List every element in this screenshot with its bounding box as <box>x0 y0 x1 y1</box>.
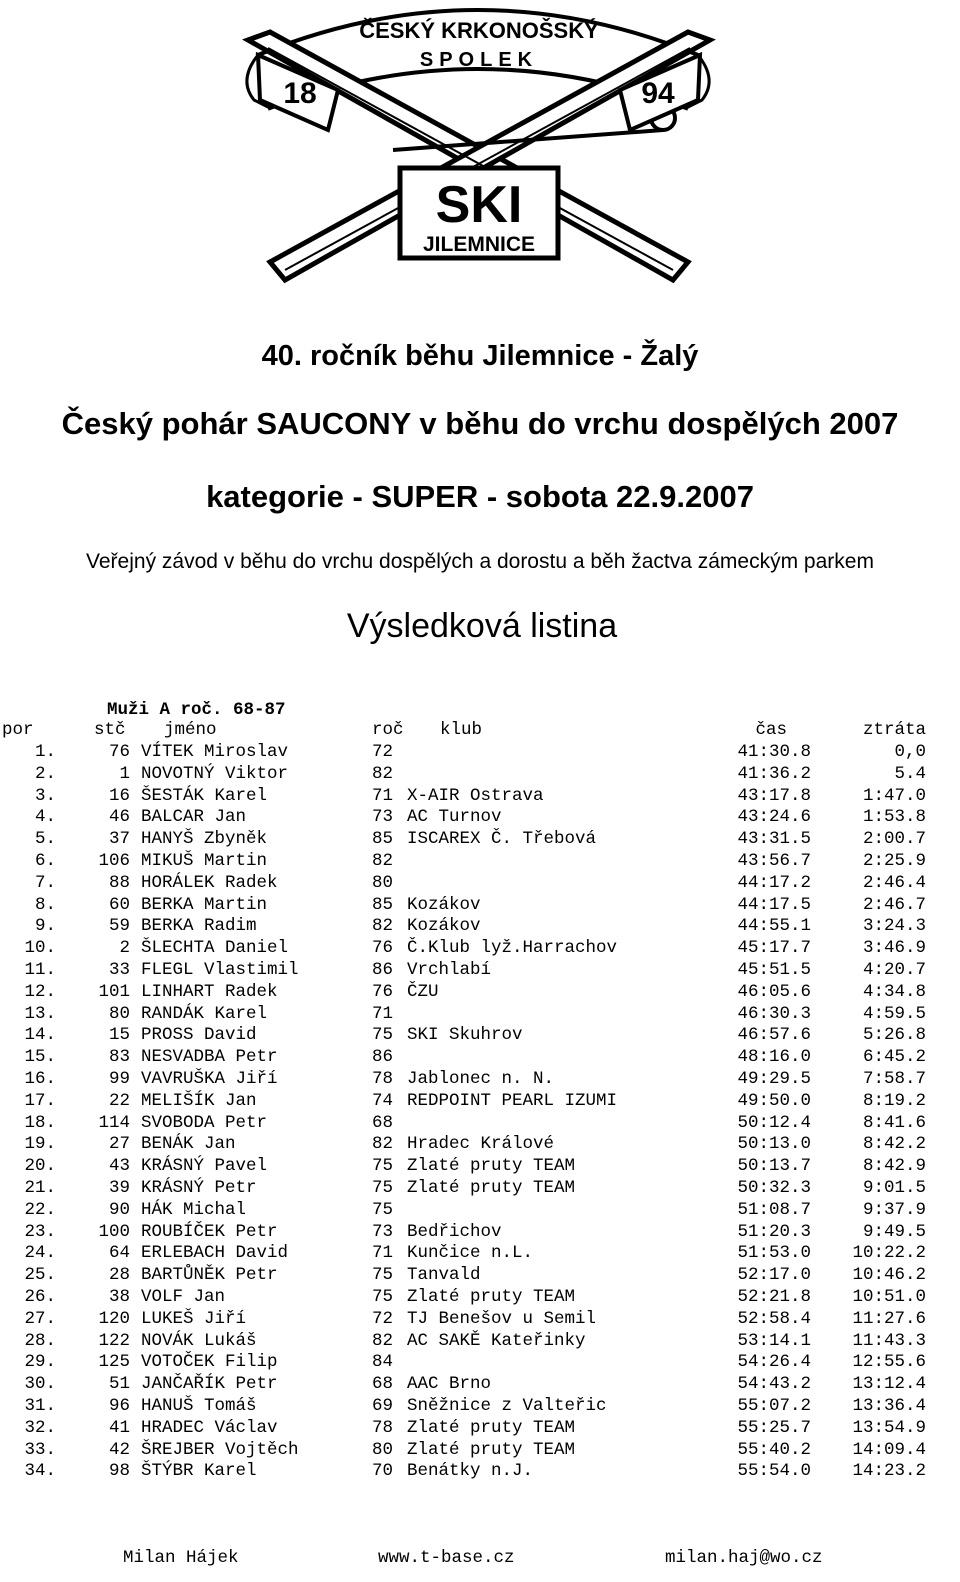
cell-stc: 88 <box>108 872 130 893</box>
cell-loss: 2:25.9 <box>862 851 926 871</box>
cell-por: 13. <box>24 1003 56 1024</box>
cell-club: AAC Brno <box>407 1374 492 1395</box>
cell-time: 44:55.1 <box>737 916 811 937</box>
cell-club: Kunčice n.L. <box>407 1243 534 1264</box>
cell-stc: 106 <box>98 851 130 871</box>
cell-por: 20. <box>24 1156 56 1177</box>
table-row <box>0 873 960 895</box>
table-row <box>0 1178 960 1200</box>
table-row <box>0 1374 960 1396</box>
cell-roc: 69 <box>372 1396 394 1416</box>
cell-time: 50:13.7 <box>737 1156 811 1177</box>
cell-name: MELIŠÍK Jan <box>141 1090 257 1111</box>
cell-time: 54:26.4 <box>737 1352 811 1373</box>
cell-time: 45:51.5 <box>737 960 811 980</box>
cell-club: ISCAREX Č. Třebová <box>407 829 597 850</box>
cell-time: 43:56.7 <box>737 851 811 871</box>
cell-time: 44:17.2 <box>737 872 811 893</box>
cell-time: 41:30.8 <box>737 742 811 762</box>
cell-stc: 33 <box>108 960 130 980</box>
col-roc: roč <box>372 720 404 740</box>
table-row <box>0 1004 960 1026</box>
cell-club: Hradec Králové <box>407 1134 555 1155</box>
cell-por: 23. <box>24 1221 56 1242</box>
subtitle: Veřejný závod v běhu do vrchu dospělých a dorostu a běh žactva zámeckým parkem <box>86 550 874 573</box>
cell-loss: 5:26.8 <box>862 1025 926 1046</box>
table-row <box>0 807 960 829</box>
cell-roc: 71 <box>372 785 394 806</box>
cell-loss: 9:49.5 <box>862 1221 926 1242</box>
cell-stc: 59 <box>108 916 130 937</box>
table-row <box>0 938 960 960</box>
cell-stc: 114 <box>98 1112 130 1133</box>
table-row <box>0 895 960 917</box>
cell-por: 25. <box>24 1265 56 1286</box>
cell-por: 27. <box>24 1308 56 1329</box>
cell-time: 43:31.5 <box>737 829 811 850</box>
cell-stc: 64 <box>108 1243 130 1264</box>
cell-loss: 8:42.9 <box>862 1156 926 1177</box>
footer-author: Milan Hájek <box>123 1548 239 1568</box>
table-row <box>0 1091 960 1113</box>
logo-arc-line1: ČESKÝ KRKONOŠSKÝ <box>359 18 599 43</box>
cell-time: 55:25.7 <box>737 1417 811 1438</box>
cell-loss: 11:27.6 <box>852 1308 926 1329</box>
cell-club: X-AIR Ostrava <box>407 785 544 806</box>
logo-year-right: 94 <box>641 77 675 110</box>
cell-por: 29. <box>24 1352 56 1373</box>
table-row <box>0 1025 960 1047</box>
cell-loss: 4:59.5 <box>862 1003 926 1024</box>
cell-name: VOLF Jan <box>141 1287 226 1307</box>
category-label: Muži A roč. 68-87 <box>107 700 286 720</box>
cell-stc: 2 <box>119 938 130 959</box>
cell-name: VAVRUŠKA Jiří <box>141 1069 278 1089</box>
cell-loss: 13:54.9 <box>852 1417 926 1438</box>
cell-stc: 42 <box>108 1439 130 1460</box>
cell-club: Zlaté pruty TEAM <box>407 1287 576 1307</box>
cell-time: 55:07.2 <box>737 1396 811 1416</box>
logo-town-text: JILEMNICE <box>422 233 536 256</box>
table-row <box>0 1331 960 1353</box>
cell-roc: 73 <box>372 1221 394 1242</box>
table-row <box>0 1396 960 1418</box>
cell-stc: 37 <box>108 829 130 850</box>
cell-time: 46:05.6 <box>737 981 811 1002</box>
cell-roc: 68 <box>372 1112 394 1133</box>
cell-por: 1. <box>34 742 56 762</box>
cell-roc: 71 <box>372 1243 394 1264</box>
cell-stc: 16 <box>108 785 130 806</box>
cell-roc: 80 <box>372 1439 394 1460</box>
cell-roc: 75 <box>372 1025 394 1046</box>
cell-name: HRADEC Václav <box>141 1417 278 1438</box>
cell-roc: 85 <box>372 829 394 850</box>
cell-por: 9. <box>34 916 56 937</box>
table-row <box>0 1047 960 1069</box>
cell-loss: 8:42.2 <box>862 1134 926 1155</box>
table-row <box>0 960 960 982</box>
cell-roc: 75 <box>372 1156 394 1177</box>
table-row <box>0 1265 960 1287</box>
cell-time: 45:17.7 <box>737 938 811 959</box>
table-row <box>0 1134 960 1156</box>
cell-por: 10. <box>24 938 56 959</box>
cell-stc: 96 <box>108 1396 130 1416</box>
cell-loss: 3:46.9 <box>862 938 926 959</box>
cell-roc: 82 <box>372 1330 394 1351</box>
table-row <box>0 1352 960 1374</box>
cell-time: 55:40.2 <box>737 1439 811 1460</box>
cell-por: 2. <box>34 763 56 784</box>
table-row <box>0 1287 960 1309</box>
cell-roc: 74 <box>372 1090 394 1111</box>
cell-loss: 5.4 <box>894 763 926 784</box>
cell-loss: 13:36.4 <box>852 1396 926 1416</box>
cell-name: PROSS David <box>141 1025 257 1046</box>
cell-por: 22. <box>24 1199 56 1220</box>
cell-loss: 8:41.6 <box>862 1112 926 1133</box>
cell-stc: 51 <box>108 1374 130 1395</box>
cell-time: 43:24.6 <box>737 807 811 828</box>
cell-time: 52:17.0 <box>737 1265 811 1286</box>
cell-roc: 82 <box>372 1134 394 1155</box>
cell-loss: 0,0 <box>894 742 926 762</box>
cell-loss: 14:09.4 <box>852 1439 926 1460</box>
table-row <box>0 916 960 938</box>
cell-stc: 28 <box>108 1265 130 1286</box>
cell-loss: 6:45.2 <box>862 1047 926 1068</box>
cell-name: FLEGL Vlastimil <box>141 960 299 980</box>
cell-club: Č.Klub lyž.Harrachov <box>407 938 618 959</box>
cell-loss: 7:58.7 <box>862 1069 926 1089</box>
cell-name: ŠREJBER Vojtěch <box>141 1439 299 1460</box>
table-row <box>0 742 960 764</box>
cell-loss: 8:19.2 <box>862 1090 926 1111</box>
cell-name: NESVADBA Petr <box>141 1047 278 1068</box>
ski-jilemnice-logo <box>218 0 740 338</box>
cell-name: MIKUŠ Martin <box>141 851 268 871</box>
cell-roc: 72 <box>372 742 394 762</box>
cell-name: LUKEŠ Jiří <box>141 1308 247 1329</box>
cell-club: Sněžnice z Valteřic <box>407 1396 607 1416</box>
cell-loss: 1:47.0 <box>862 785 926 806</box>
cell-por: 30. <box>24 1374 56 1395</box>
cell-por: 19. <box>24 1134 56 1155</box>
cell-name: HANUŠ Tomáš <box>141 1396 257 1416</box>
cell-club: Kozákov <box>407 916 481 937</box>
cell-roc: 75 <box>372 1199 394 1220</box>
logo-ski-text: SKI <box>435 176 523 234</box>
cell-por: 7. <box>34 872 56 893</box>
cell-loss: 1:53.8 <box>862 807 926 828</box>
cell-name: BALCAR Jan <box>141 807 247 828</box>
cell-roc: 86 <box>372 1047 394 1068</box>
cell-time: 54:43.2 <box>737 1374 811 1395</box>
table-header <box>0 720 960 742</box>
cell-club: Vrchlabí <box>407 960 492 980</box>
cell-por: 14. <box>24 1025 56 1046</box>
col-loss: ztráta <box>862 720 926 740</box>
cell-por: 17. <box>24 1090 56 1111</box>
cell-loss: 9:37.9 <box>862 1199 926 1220</box>
cell-name: ROUBÍČEK Petr <box>141 1221 278 1242</box>
cell-club: TJ Benešov u Semil <box>407 1308 597 1329</box>
cell-por: 32. <box>24 1417 56 1438</box>
cell-loss: 4:20.7 <box>862 960 926 980</box>
cell-time: 50:12.4 <box>737 1112 811 1133</box>
cell-name: HORÁLEK Radek <box>141 872 278 893</box>
cell-time: 55:54.0 <box>737 1461 811 1482</box>
table-row <box>0 1200 960 1222</box>
cell-name: ŠTÝBR Karel <box>141 1461 257 1482</box>
col-por: por <box>2 720 34 740</box>
cell-time: 53:14.1 <box>737 1330 811 1351</box>
cell-roc: 72 <box>372 1308 394 1329</box>
cell-stc: 39 <box>108 1178 130 1198</box>
table-row <box>0 764 960 786</box>
cell-time: 44:17.5 <box>737 894 811 915</box>
table-row <box>0 1222 960 1244</box>
logo-arc-line2: SPOLEK <box>419 49 539 71</box>
cell-club: AC Turnov <box>407 807 502 828</box>
cell-name: VOTOČEK Filip <box>141 1352 278 1373</box>
cell-loss: 13:12.4 <box>852 1374 926 1395</box>
cell-name: BERKA Martin <box>141 894 268 915</box>
cell-name: LINHART Radek <box>141 981 278 1002</box>
table-row <box>0 851 960 873</box>
cell-por: 26. <box>24 1287 56 1307</box>
cell-stc: 15 <box>108 1025 130 1046</box>
cell-por: 15. <box>24 1047 56 1068</box>
cell-por: 5. <box>34 829 56 850</box>
cell-stc: 120 <box>98 1308 130 1329</box>
cell-loss: 10:22.2 <box>852 1243 926 1264</box>
cell-time: 46:57.6 <box>737 1025 811 1046</box>
cell-club: Benátky n.J. <box>407 1461 534 1482</box>
footer-website: www.t-base.cz <box>378 1548 515 1568</box>
cell-por: 24. <box>24 1243 56 1264</box>
table-row <box>0 982 960 1004</box>
cell-club: Bedřichov <box>407 1221 502 1242</box>
cell-loss: 2:46.7 <box>862 894 926 915</box>
col-time: čas <box>755 720 787 740</box>
cell-club: REDPOINT PEARL IZUMI <box>407 1090 618 1111</box>
col-name: jméno <box>164 720 217 740</box>
cell-roc: 75 <box>372 1265 394 1286</box>
results-heading: Výsledková listina <box>346 607 618 645</box>
table-row <box>0 1418 960 1440</box>
cell-name: KRÁSNÝ Petr <box>141 1178 257 1198</box>
cup-title: Český pohár SAUCONY v běhu do vrchu dospělých 2007 <box>61 406 899 441</box>
cell-name: ERLEBACH David <box>141 1243 289 1264</box>
cell-time: 52:58.4 <box>737 1308 811 1329</box>
cell-club: Zlaté pruty TEAM <box>407 1417 576 1438</box>
table-row <box>0 829 960 851</box>
cell-stc: 125 <box>98 1352 130 1373</box>
cell-por: 12. <box>24 981 56 1002</box>
cell-time: 46:30.3 <box>737 1003 811 1024</box>
col-club: klub <box>440 720 483 740</box>
cell-time: 43:17.8 <box>737 785 811 806</box>
cell-stc: 22 <box>108 1090 130 1111</box>
table-row <box>0 1461 960 1483</box>
cell-name: BARTŮNĚK Petr <box>141 1265 278 1286</box>
cell-roc: 82 <box>372 763 394 784</box>
table-row <box>0 1440 960 1462</box>
cell-stc: 122 <box>98 1330 130 1351</box>
cell-roc: 70 <box>372 1461 394 1482</box>
cell-stc: 60 <box>108 894 130 915</box>
cell-loss: 10:51.0 <box>852 1287 926 1307</box>
cell-stc: 101 <box>98 981 130 1002</box>
table-row <box>0 1113 960 1135</box>
cell-roc: 75 <box>372 1178 394 1198</box>
cell-roc: 85 <box>372 894 394 915</box>
cell-loss: 3:24.3 <box>862 916 926 937</box>
cell-stc: 43 <box>108 1156 130 1177</box>
cell-loss: 12:55.6 <box>852 1352 926 1373</box>
cell-loss: 9:01.5 <box>862 1178 926 1198</box>
cell-stc: 38 <box>108 1287 130 1307</box>
table-row <box>0 1156 960 1178</box>
cell-roc: 76 <box>372 938 394 959</box>
cell-time: 48:16.0 <box>737 1047 811 1068</box>
cell-roc: 73 <box>372 807 394 828</box>
table-row <box>0 1069 960 1091</box>
cell-stc: 80 <box>108 1003 130 1024</box>
table-row <box>0 1243 960 1265</box>
cell-time: 52:21.8 <box>737 1287 811 1307</box>
cell-name: ŠESTÁK Karel <box>141 785 268 806</box>
cell-loss: 10:46.2 <box>852 1265 926 1286</box>
cell-club: Zlaté pruty TEAM <box>407 1178 576 1198</box>
cell-por: 21. <box>24 1178 56 1198</box>
cell-name: NOVÁK Lukáš <box>141 1330 257 1351</box>
cell-name: BERKA Radim <box>141 916 257 937</box>
cell-name: HANYŠ Zbyněk <box>141 829 268 850</box>
cell-por: 8. <box>34 894 56 915</box>
cell-time: 51:20.3 <box>737 1221 811 1242</box>
cell-roc: 82 <box>372 851 394 871</box>
cell-time: 50:32.3 <box>737 1178 811 1198</box>
cell-por: 18. <box>24 1112 56 1133</box>
cell-time: 49:29.5 <box>737 1069 811 1089</box>
cell-por: 33. <box>24 1439 56 1460</box>
cell-por: 31. <box>24 1396 56 1416</box>
cell-roc: 75 <box>372 1287 394 1307</box>
cell-club: Jablonec n. N. <box>407 1069 555 1089</box>
cell-stc: 100 <box>98 1221 130 1242</box>
cell-roc: 76 <box>372 981 394 1002</box>
cell-time: 41:36.2 <box>737 763 811 784</box>
cell-time: 51:53.0 <box>737 1243 811 1264</box>
cell-por: 28. <box>24 1330 56 1351</box>
cell-club: AC SAKĚ Kateřinky <box>407 1330 586 1351</box>
col-stc: stč <box>94 720 126 740</box>
event-title: 40. ročník běhu Jilemnice - Žalý <box>261 340 699 372</box>
cell-loss: 2:46.4 <box>862 872 926 893</box>
cell-roc: 84 <box>372 1352 394 1373</box>
cell-time: 51:08.7 <box>737 1199 811 1220</box>
cell-club: Zlaté pruty TEAM <box>407 1439 576 1460</box>
cell-stc: 83 <box>108 1047 130 1068</box>
cell-time: 50:13.0 <box>737 1134 811 1155</box>
cell-name: VÍTEK Miroslav <box>141 742 289 762</box>
cell-stc: 90 <box>108 1199 130 1220</box>
cell-name: ŠLECHTA Daniel <box>141 938 289 959</box>
logo-year-left: 18 <box>283 77 317 110</box>
footer-email: milan.haj@wo.cz <box>665 1548 823 1568</box>
cell-loss: 11:43.3 <box>852 1330 926 1351</box>
cell-roc: 86 <box>372 960 394 980</box>
cell-stc: 98 <box>108 1461 130 1482</box>
cell-stc: 76 <box>108 742 130 762</box>
cell-roc: 80 <box>372 872 394 893</box>
cell-loss: 14:23.2 <box>852 1461 926 1482</box>
cell-stc: 99 <box>108 1069 130 1089</box>
cell-por: 11. <box>24 960 56 980</box>
cell-roc: 68 <box>372 1374 394 1395</box>
cell-loss: 4:34.8 <box>862 981 926 1002</box>
cell-por: 6. <box>34 851 56 871</box>
cell-name: JANČAŘÍK Petr <box>141 1374 278 1395</box>
table-row <box>0 786 960 808</box>
cell-club: Zlaté pruty TEAM <box>407 1156 576 1177</box>
cell-stc: 46 <box>108 807 130 828</box>
cell-club: SKI Skuhrov <box>407 1025 523 1046</box>
cell-roc: 78 <box>372 1417 394 1438</box>
cell-name: BENÁK Jan <box>141 1134 236 1155</box>
cell-club: Tanvald <box>407 1265 481 1286</box>
cell-club: Kozákov <box>407 894 481 915</box>
cell-stc: 27 <box>108 1134 130 1155</box>
cell-por: 16. <box>24 1069 56 1089</box>
cell-por: 3. <box>34 785 56 806</box>
cell-name: KRÁSNÝ Pavel <box>141 1156 268 1177</box>
cell-club: ČZU <box>407 981 439 1002</box>
cell-name: RANDÁK Karel <box>141 1003 268 1024</box>
cell-loss: 2:00.7 <box>862 829 926 850</box>
cell-roc: 82 <box>372 916 394 937</box>
cell-por: 4. <box>34 807 56 828</box>
cell-name: HÁK Michal <box>141 1199 247 1220</box>
table-row <box>0 1309 960 1331</box>
cell-roc: 71 <box>372 1003 394 1024</box>
cell-stc: 41 <box>108 1417 130 1438</box>
category-title: kategorie - SUPER - sobota 22.9.2007 <box>206 479 754 514</box>
cell-por: 34. <box>24 1461 56 1482</box>
cell-roc: 78 <box>372 1069 394 1089</box>
cell-name: SVOBODA Petr <box>141 1112 268 1133</box>
cell-stc: 1 <box>119 763 130 784</box>
cell-name: NOVOTNÝ Viktor <box>141 763 289 784</box>
cell-time: 49:50.0 <box>737 1090 811 1111</box>
